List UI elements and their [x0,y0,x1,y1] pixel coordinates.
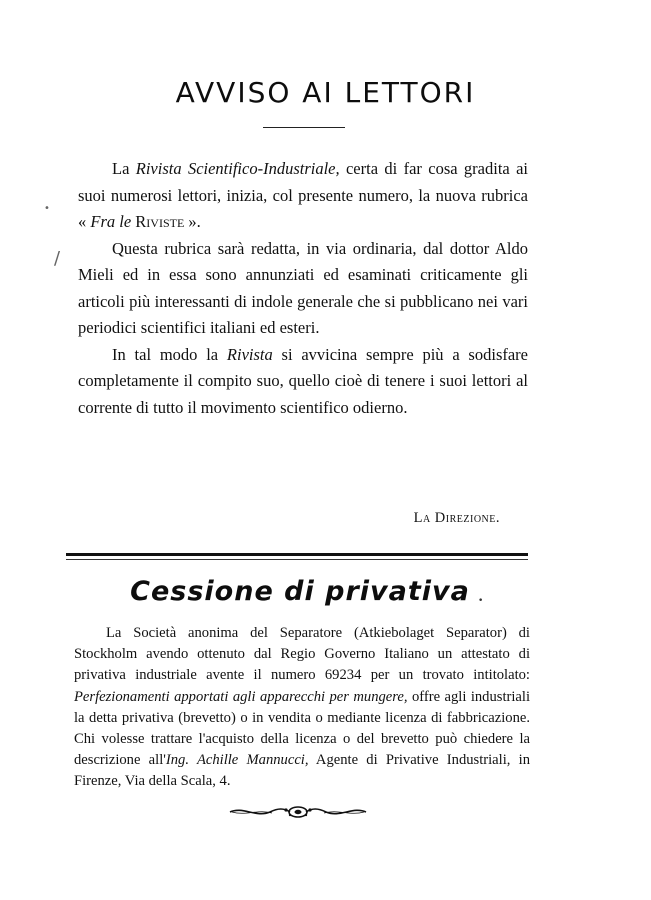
patent-body [74,623,530,793]
patent-title: Cessione di privativa [130,576,470,607]
agent-name: Ing. Achille Mannucci, [165,752,309,769]
page-speck: • [44,203,50,214]
notice-title: AVVISO AI LETTORI [175,76,476,109]
patent-paragraph [74,623,530,793]
rubric-name-italic: Fra le [90,212,132,231]
patent-text-end: Agente di Privative Industriali, in Firenze, Via della Scala, 4. [74,752,530,790]
p1-end: ». [184,212,201,231]
patent-text-middle: offre agli industriali la detta privativa (brevetto) o in vendita o mediante licenza di fabbricazione. Chi volesse trattare l'acquisto della licenza o del brevetto può chiedere la descrizione all' [74,688,530,769]
journal-name: Rivista Scientifico-Industriale, [135,159,340,178]
tailpiece-ornament-icon [228,800,368,824]
section-divider-thin [66,559,528,560]
notice-signature: La Direzione. [413,510,500,526]
invention-title: Perfezionamenti apportati agli apparecchi per mungere, [74,688,408,705]
patent-text-start: La Società anonima del Separatore (Atkiebolaget Separator) di Stockholm avendo ottenuto dal Regio Governo Italiano un attestato di privativa industriale avente il numero 69234 per un trovato intitolato: [74,625,530,684]
p3-start: In tal modo la [112,344,227,364]
notice-paragraph-3 [78,342,528,422]
margin-mark: / [54,248,61,269]
section-divider-thick [66,553,528,556]
page-speck-2: • [478,596,484,606]
notice-paragraph-2: Questa rubrica sarà redatta, in via ordinaria, dal dottor Aldo Mieli ed in essa sono annunziati ed esaminati criticamente gli articoli più interessanti di indole generale che si pubblicano nei vari periodici scientifici italiani ed esteri. [78,238,528,337]
journal-name-2: Rivista [226,344,273,364]
notice-body [78,156,528,421]
title-underline [263,127,345,128]
notice-paragraph-1 [78,156,528,236]
rubric-name-smallcaps: Riviste [131,212,185,231]
p1-start: La [112,159,136,178]
p1-middle: certa di far cosa gradita ai suoi numerosi lettori, inizia, col presente numero, la nuova rubrica « [78,159,528,231]
p3-end: si avvicina sempre più a sodisfare completamente il compito suo, quello cioè di tenere i suoi lettori al corrente di tutto il movimento scientifico odierno. [78,344,528,417]
